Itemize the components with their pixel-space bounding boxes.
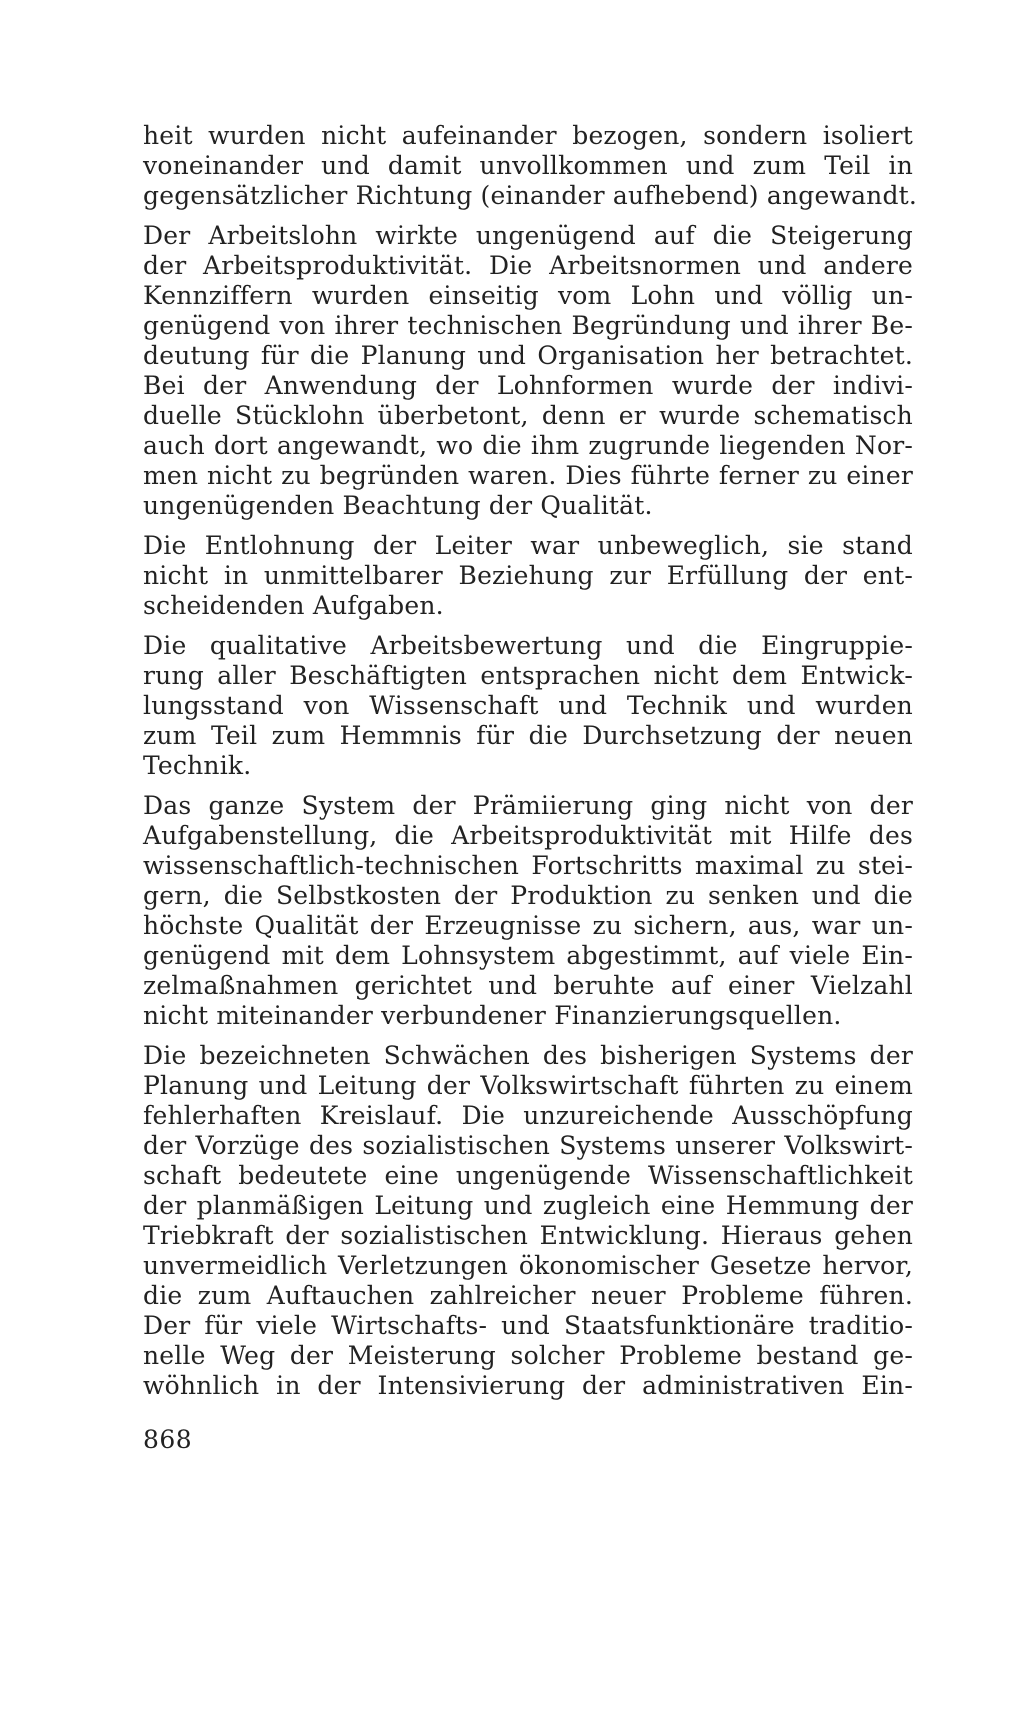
text-line: zum Teil zum Hemmnis für die Durchsetzung der neuen [143,721,913,750]
text-line: Der für viele Wirtschafts- und Staatsfunktionäre traditio- [143,1311,913,1340]
text-line: Kennziffern wurden einseitig vom Lohn und völlig un- [143,281,913,310]
text-line: wissenschaftlich-technischen Fortschritts maximal zu stei- [143,851,913,880]
paragraph [143,791,913,1031]
text-line: Die Entlohnung der Leiter war unbeweglich, sie stand [143,531,913,560]
paragraph [143,121,918,211]
text-line: ungenügenden Beachtung der Qualität. [143,491,653,520]
text-line: Der Arbeitslohn wirkte ungenügend auf die Steigerung [143,221,913,250]
text-line: Die bezeichneten Schwächen des bisherigen Systems der [143,1041,913,1070]
text-line: Das ganze System der Prämiierung ging nicht von der [143,791,913,820]
text-line: höchste Qualität der Erzeugnisse zu sichern, aus, war un- [143,911,913,940]
text-line: Triebkraft der sozialistischen Entwicklung. Hieraus gehen [143,1221,913,1250]
text-line: nelle Weg der Meisterung solcher Probleme bestand ge- [143,1341,913,1370]
text-line: voneinander und damit unvollkommen und zum Teil in [143,151,913,180]
text-line: Bei der Anwendung der Lohnformen wurde der indivi- [143,371,913,400]
text-line: gern, die Selbstkosten der Produktion zu senken und die [143,881,913,910]
text-line: nicht miteinander verbundener Finanzierungsquellen. [143,1001,842,1030]
text-line: scheidenden Aufgaben. [143,591,444,620]
text-line: wöhnlich in der Intensivierung der administrativen Ein- [143,1371,913,1400]
text-line: rung aller Beschäftigten entsprachen nicht dem Entwick- [143,661,913,690]
text-line: Planung und Leitung der Volkswirtschaft führten zu einem [143,1071,913,1100]
text-line: der Vorzüge des sozialistischen Systems unserer Volkswirt- [143,1131,913,1160]
text-line: Aufgabenstellung, die Arbeitsproduktivität mit Hilfe des [143,821,913,850]
paragraph [143,1041,913,1401]
text-line: genügend von ihrer technischen Begründung und ihrer Be- [143,311,913,340]
text-line: fehlerhaften Kreislauf. Die unzureichende Ausschöpfung [143,1101,913,1130]
page-body [143,121,918,1411]
text-line: unvermeidlich Verletzungen ökonomischer Gesetze hervor, [143,1251,913,1280]
text-line: Technik. [143,751,252,780]
text-line: gegensätzlicher Richtung (einander aufhebend) angewandt. [143,181,918,210]
paragraph [143,531,913,621]
text-line: Die qualitative Arbeitsbewertung und die Eingruppie- [143,631,913,660]
text-line: duelle Stücklohn überbetont, denn er wurde schematisch [143,401,913,430]
text-line: genügend mit dem Lohnsystem abgestimmt, auf viele Ein- [143,941,913,970]
paragraph [143,221,913,521]
text-line: deutung für die Planung und Organisation her betrachtet. [143,341,913,370]
text-line: schaft bedeutete eine ungenügende Wissenschaftlichkeit [143,1161,913,1190]
paragraph [143,631,913,781]
text-line: nicht in unmittelbarer Beziehung zur Erfüllung der ent- [143,561,913,590]
text-line: heit wurden nicht aufeinander bezogen, sondern isoliert [143,121,913,150]
text-line: die zum Auftauchen zahlreicher neuer Probleme führen. [143,1281,913,1310]
text-line: auch dort angewandt, wo die ihm zugrunde liegenden Nor- [143,431,913,460]
text-line: der planmäßigen Leitung und zugleich eine Hemmung der [143,1191,913,1220]
text-line: der Arbeitsproduktivität. Die Arbeitsnormen und andere [143,251,913,280]
page-number: 868 [143,1425,193,1454]
text-line: zelmaßnahmen gerichtet und beruhte auf einer Vielzahl [143,971,913,1000]
text-line: lungsstand von Wissenschaft und Technik und wurden [143,691,913,720]
text-line: men nicht zu begründen waren. Dies führte ferner zu einer [143,461,913,490]
